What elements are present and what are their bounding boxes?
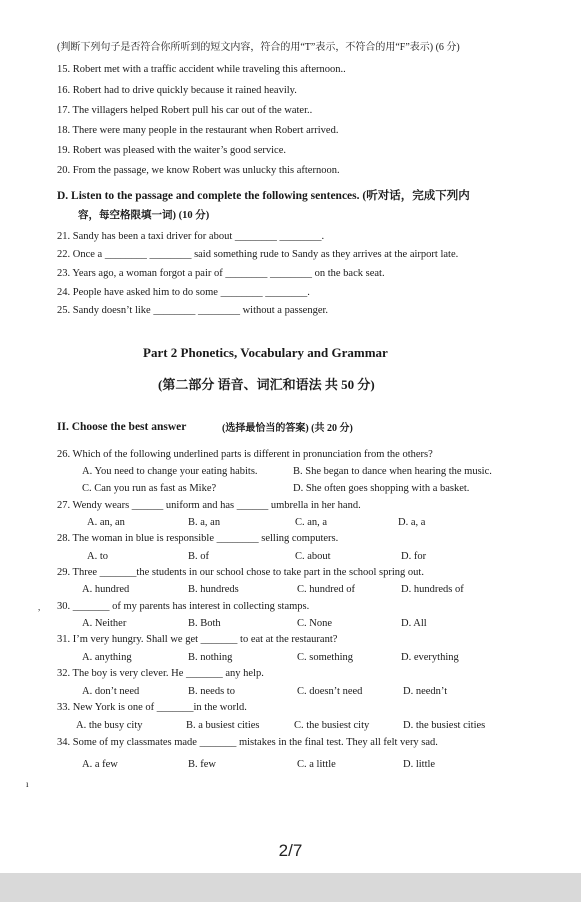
q27-option-b: B. a, an (188, 517, 221, 528)
fill-item-22: 22. Once a ________ ________ said something rude to Sandy as they arrives at the airport late. (57, 249, 459, 260)
q34-option-d: D. little (403, 759, 436, 770)
q33-option-c: C. the busiest city (294, 720, 370, 731)
q34-option-b: B. few (188, 759, 216, 770)
part2-title: Part 2 Phonetics, Vocabulary and Grammar (143, 345, 388, 360)
q26-option-c: C. Can you run as fast as Mike? (82, 483, 217, 494)
q28-option-d: D. for (401, 551, 427, 562)
q27-option-c: C. an, a (295, 517, 328, 528)
tf-item-16: 16. Robert had to drive quickly because it rained heavily. (57, 85, 297, 96)
q26-stem: 26. Which of the following underlined parts is different in pronunciation from the others? (57, 449, 433, 460)
section-d-title-cont: 容，每空格限填一词) (10 分) (78, 210, 210, 221)
q26-option-a: A. You need to change your eating habits. (82, 466, 258, 477)
q28-option-c: C. about (295, 551, 331, 562)
tf-item-20: 20. From the passage, we know Robert was unlucky this afternoon. (57, 165, 340, 176)
q31-option-c: C. something (297, 652, 354, 663)
q29-option-a: A. hundred (82, 584, 130, 595)
q31-option-d: D. everything (401, 652, 459, 663)
margin-mark-2: ı (26, 779, 29, 789)
q29-stem: 29. Three _______the students in our school chose to take part in the school spring out. (57, 567, 424, 578)
q28-option-a: A. to (87, 551, 108, 562)
q33-option-a: A. the busy city (76, 720, 143, 731)
q32-option-b: B. needs to (188, 686, 235, 697)
q33-option-b: B. a busiest cities (186, 720, 260, 731)
fill-item-24: 24. People have asked him to do some ________ ________. (57, 287, 310, 298)
part2-subtitle: (第二部分 语音、词汇和语法 共 50 分) (158, 377, 375, 392)
q32-option-d: D. needn’t (403, 686, 448, 697)
q30-option-b: B. Both (188, 618, 221, 629)
section-c-instruction: (判断下列句子是否符合你所听到的短文内容，符合的用“T”表示，不符合的用“F”表示) (6 分) (57, 42, 460, 53)
q29-option-c: C. hundred of (297, 584, 356, 595)
q30-stem: 30. _______ of my parents has interest in collecting stamps. (57, 601, 310, 612)
q31-stem: 31. I’m very hungry. Shall we get _______ to eat at the restaurant? (57, 634, 338, 645)
tf-item-19: 19. Robert was pleased with the waiter’s good service. (57, 145, 286, 156)
q30-option-c: C. None (297, 618, 332, 629)
page-number: 2/7 (278, 841, 303, 860)
q34-option-a: A. a few (82, 759, 118, 770)
q29-option-d: D. hundreds of (401, 584, 464, 595)
q26-option-b: B. She began to dance when hearing the music. (293, 466, 492, 477)
q33-option-d: D. the busiest cities (403, 720, 486, 731)
q30-option-a: A. Neither (82, 618, 127, 629)
q31-option-a: A. anything (82, 652, 132, 663)
fill-item-23: 23. Years ago, a woman forgot a pair of ________ ________ on the back seat. (57, 268, 385, 279)
fill-item-21: 21. Sandy has been a taxi driver for about ________ ________. (57, 231, 325, 242)
fill-item-25: 25. Sandy doesn’t like ________ ________ without a passenger. (57, 305, 329, 316)
section-d-title: D. Listen to the passage and complete the following sentences. (听对话，完成下列内 (57, 190, 470, 202)
section2-title: II. Choose the best answer (57, 421, 187, 433)
q30-option-d: D. All (401, 618, 427, 629)
margin-mark: , (38, 602, 41, 612)
q26-option-d: D. She often goes shopping with a basket. (293, 483, 470, 494)
q32-stem: 32. The boy is very clever. He _______ any help. (57, 668, 264, 679)
q32-option-a: A. don’t need (82, 686, 140, 697)
q31-option-b: B. nothing (188, 652, 233, 663)
section2-note: (选择最恰当的答案) (共 20 分) (222, 423, 353, 434)
tf-item-17: 17. The villagers helped Robert pull his car out of the water.. (57, 105, 313, 116)
q32-option-c: C. doesn’t need (297, 686, 363, 697)
q27-option-d: D. a, a (398, 517, 426, 528)
tf-item-15: 15. Robert met with a traffic accident while traveling this afternoon.. (57, 64, 346, 75)
q27-option-a: A. an, an (87, 517, 125, 528)
tf-item-18: 18. There were many people in the restaurant when Robert arrived. (57, 125, 339, 136)
q33-stem: 33. New York is one of _______in the world. (57, 702, 247, 713)
q28-option-b: B. of (188, 551, 209, 562)
q29-option-b: B. hundreds (188, 584, 239, 595)
q28-stem: 28. The woman in blue is responsible ________ selling computers. (57, 533, 339, 544)
q34-stem: 34. Some of my classmates made _______ mistakes in the final test. They all felt very sad. (57, 737, 438, 748)
bottom-bar (0, 873, 581, 902)
q27-stem: 27. Wendy wears ______ uniform and has ______ umbrella in her hand. (57, 500, 361, 511)
q34-option-c: C. a little (297, 759, 336, 770)
